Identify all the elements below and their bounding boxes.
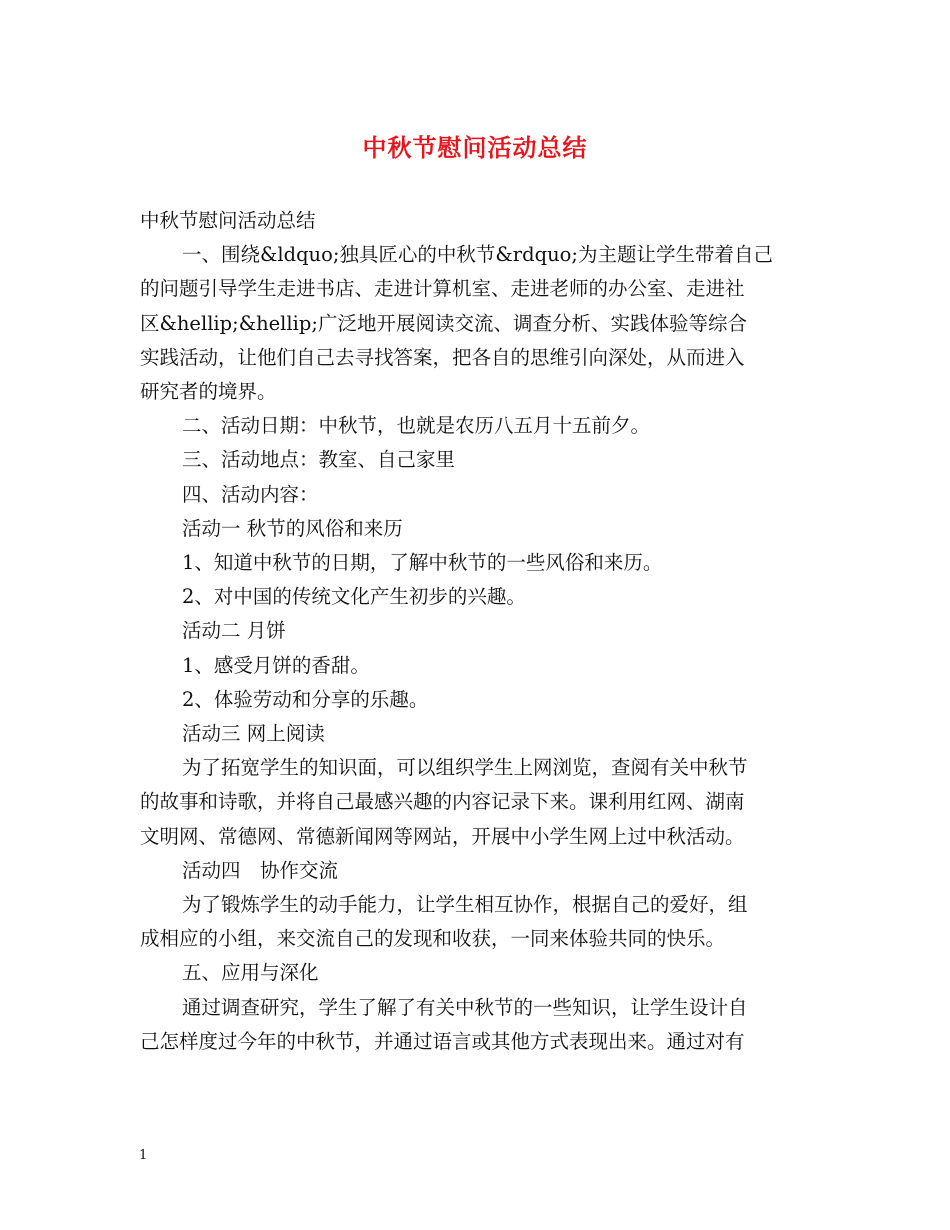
text-line: 活动一 秋节的风俗和来历	[182, 516, 403, 540]
text-line: 一、围绕&ldquo;独具匠心的中秋节&rdquo;为主题让学生带着自己	[182, 243, 773, 267]
text-line: 研究者的境界。	[140, 380, 277, 404]
text-line: 的故事和诗歌，并将自己最感兴趣的内容记录下来。课利用红网、湖南	[140, 790, 745, 814]
document-title: 中秋节慰问活动总结	[362, 133, 588, 162]
text-line: 实践活动，让他们自己去寻找答案，把各自的思维引向深处，从而进入	[140, 345, 745, 369]
text-line: 己怎样度过今年的中秋节，并通过语言或其他方式表现出来。通过对有	[140, 1029, 745, 1053]
text-line: 活动三 网上阅读	[182, 722, 325, 746]
text-line: 的问题引导学生走进书店、走进计算机室、走进老师的办公室、走进社	[140, 277, 745, 301]
text-line: 为了锻炼学生的动手能力，让学生相互协作，根据自己的爱好，组	[182, 893, 748, 917]
text-line: 四、活动内容：	[182, 482, 319, 506]
page-number: 1	[139, 1148, 148, 1163]
text-line: 活动四 协作交流	[182, 858, 339, 882]
text-line: 文明网、常德网、常德新闻网等网站，开展中小学生网上过中秋活动。	[140, 824, 745, 848]
text-line: 2、体验劳动和分享的乐趣。	[182, 687, 429, 711]
document-body	[140, 204, 815, 1059]
text-line: 成相应的小组，来交流自己的发现和收获，一同来体验共同的快乐。	[140, 927, 726, 951]
text-line: 2、对中国的传统文化产生初步的兴趣。	[182, 585, 526, 609]
text-line: 1、知道中秋节的日期，了解中秋节的一些风俗和来历。	[182, 551, 663, 575]
text-line: 二、活动日期：中秋节，也就是农历八五月十五前夕。	[182, 414, 651, 438]
text-line: 1、感受月饼的香甜。	[182, 653, 370, 677]
text-line: 为了拓宽学生的知识面，可以组织学生上网浏览，查阅有关中秋节	[182, 756, 748, 780]
text-line: 区&hellip;&hellip;广泛地开展阅读交流、调查分析、实践体验等综合	[140, 311, 747, 335]
text-line: 三、活动地点：教室、自己家里	[182, 448, 456, 472]
text-line: 活动二 月饼	[182, 619, 286, 643]
text-line: 五、应用与深化	[182, 961, 319, 985]
text-line: 中秋节慰问活动总结	[140, 209, 316, 232]
text-line: 通过调查研究，学生了解了有关中秋节的一些知识，让学生设计自	[182, 995, 748, 1019]
